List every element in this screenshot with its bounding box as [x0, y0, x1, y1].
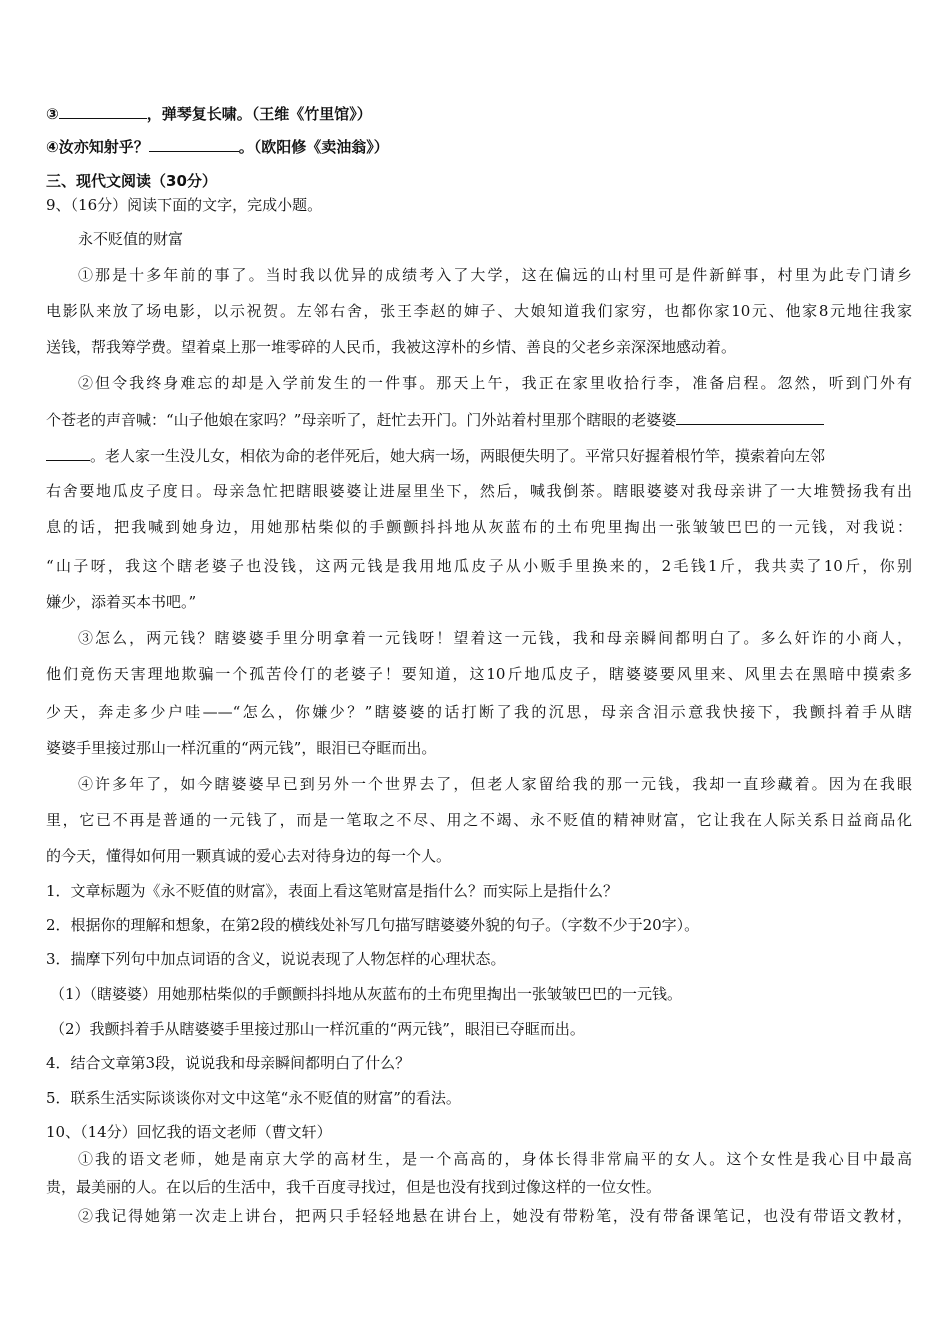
answer-blank[interactable] — [676, 409, 824, 425]
paragraph-line: ④许多年了，如今瞎婆婆早已到另外一个世界去了，但老人家留给我的那一元钱，我却一直珍藏着。因为在我眼 — [78, 775, 912, 793]
paragraph-line: ①我的语文老师，她是南京大学的高材生，是一个高高的，身体长得非常扁平的女人。这个女性是我心目中最高 — [78, 1150, 912, 1168]
sub-question: 1．文章标题为《永不贬值的财富》，表面上看这笔财富是指什么？而实际上是指什么？ — [46, 882, 619, 900]
paragraph-line: ③怎么，两元钱？瞎婆婆手里分明拿着一元钱呀！望着这一元钱，我和母亲瞬间都明白了。多么奸诈的小商人， — [78, 629, 912, 647]
answer-blank[interactable] — [46, 445, 90, 461]
sub-question: （1）（瞎婆婆）用她那枯柴似的手颤颤抖抖地从灰蓝布的土布兜里掏出一张皱皱巴巴的一元钱。 — [50, 985, 683, 1003]
paragraph-line: ①那是十多年前的事了。当时我以优异的成绩考入了大学，这在偏远的山村里可是件新鲜事，村里为此专门请乡 — [78, 266, 912, 284]
paragraph-line: 送钱，帮我筹学费。望着桌上那一堆零碎的人民币，我被这淳朴的乡情、善良的父老乡亲深深地感动着。 — [46, 338, 737, 356]
paragraph-line: 右舍要地瓜皮子度日。母亲急忙把瞎眼婆婆让进屋里坐下，然后，喊我倒茶。瞎眼婆婆对我母亲讲了一大堆赞扬我有出 — [46, 482, 912, 500]
q4-source: 。（欧阳修《卖油翁》） — [238, 138, 389, 156]
sub-question: 5．联系生活实际谈谈你对文中这笔“永不贬值的财富”的看法。 — [46, 1089, 461, 1107]
q10-heading: 10、（14分）回忆我的语文老师（曹文轩） — [46, 1123, 332, 1141]
paragraph-text: 。老人家一生没儿女，相依为命的老伴死后，她大病一场，两眼便失明了。平常只好握着根竹竿，摸索着向左邻 — [90, 447, 826, 465]
sub-question: （2）我颤抖着手从瞎婆婆手里接过那山一样沉重的“两元钱”，眼泪已夺眶而出。 — [50, 1020, 585, 1038]
q3-text: ，弹琴复长啸。（王维《竹里馆》） — [146, 105, 372, 123]
paragraph-line: 的今天，懂得如何用一颗真诚的爱心去对待身边的每一个人。 — [46, 847, 452, 865]
section-title: 三、现代文阅读（30分） — [46, 172, 217, 190]
paragraph-line: 婆婆手里接过那山一样沉重的“两元钱”，眼泪已夺眶而出。 — [46, 739, 437, 757]
q4-text: ④汝亦知射乎？ — [46, 138, 149, 156]
q9-heading: 9、（16分）阅读下面的文字，完成小题。 — [46, 196, 323, 214]
paragraph-line: 贵，最美丽的人。在以后的生活中，我千百度寻找过，但是也没有找到过像这样的一位女性。 — [46, 1178, 662, 1196]
paragraph-line: 嫌少，添着买本书吧。” — [46, 593, 197, 611]
paragraph-line — [46, 409, 912, 430]
paragraph-line: 他们竟伤天害理地欺骗一个孤苦伶仃的老婆子！要知道，这10斤地瓜皮子，瞎婆婆要风里来、风里去在黑暗中摸索多 — [46, 665, 912, 683]
paragraph-text: 个苍老的声音喊：“山子他娘在家吗？”母亲听了，赶忙去开门。门外站着村里那个瞎眼的老婆婆 — [46, 411, 677, 429]
answer-blank[interactable] — [149, 136, 239, 152]
paragraph-line: 少天，奔走多少户哇——“怎么，你嫌少？”瞎婆婆的话打断了我的沉思，母亲含泪示意我快接下，我颤抖着手从瞎 — [46, 703, 912, 721]
sub-question: 4．结合文章第3段，说说我和母亲瞬间都明白了什么？ — [46, 1054, 411, 1072]
sub-question: 3．揣摩下列句中加点词语的含义，说说表现了人物怎样的心理状态。 — [46, 950, 506, 968]
sub-question: 2．根据你的理解和想象，在第2段的横线处补写几句描写瞎婆婆外貌的句子。（字数不少于20字）。 — [46, 916, 700, 934]
paragraph-line: 里，它已不再是普通的一元钱了，而是一笔取之不尽、用之不竭、永不贬值的精神财富，它让我在人际关系日益商品化 — [46, 811, 912, 829]
paragraph-line: 息的话，把我喊到她身边，用她那枯柴似的手颤颤抖抖地从灰蓝布的土布兜里掏出一张皱皱巴巴的一元钱，对我说： — [46, 518, 912, 536]
article-title: 永不贬值的财富 — [78, 230, 184, 248]
answer-blank[interactable] — [59, 103, 147, 119]
poem-fill-q3 — [46, 103, 912, 124]
paragraph-line: ②但令我终身难忘的却是入学前发生的一件事。那天上午，我正在家里收拾行李，准备启程。忽然，听到门外有 — [78, 374, 912, 392]
paragraph-line: ②我记得她第一次走上讲台，把两只手轻轻地悬在讲台上，她没有带粉笔，没有带备课笔记，也没有带语文教材， — [78, 1207, 912, 1225]
paragraph-line — [46, 445, 912, 466]
poem-fill-q4 — [46, 136, 912, 157]
paragraph-line: 电影队来放了场电影，以示祝贺。左邻右舍，张王李赵的婶子、大娘知道我们家穷，也都你家10元、他家8元地往我家 — [46, 302, 912, 320]
q3-number: ③ — [46, 105, 59, 123]
paragraph-line: “山子呀，我这个瞎老婆子也没钱，这两元钱是我用地瓜皮子从小贩手里换来的，2毛钱1斤，我共卖了10斤，你别 — [46, 557, 912, 575]
